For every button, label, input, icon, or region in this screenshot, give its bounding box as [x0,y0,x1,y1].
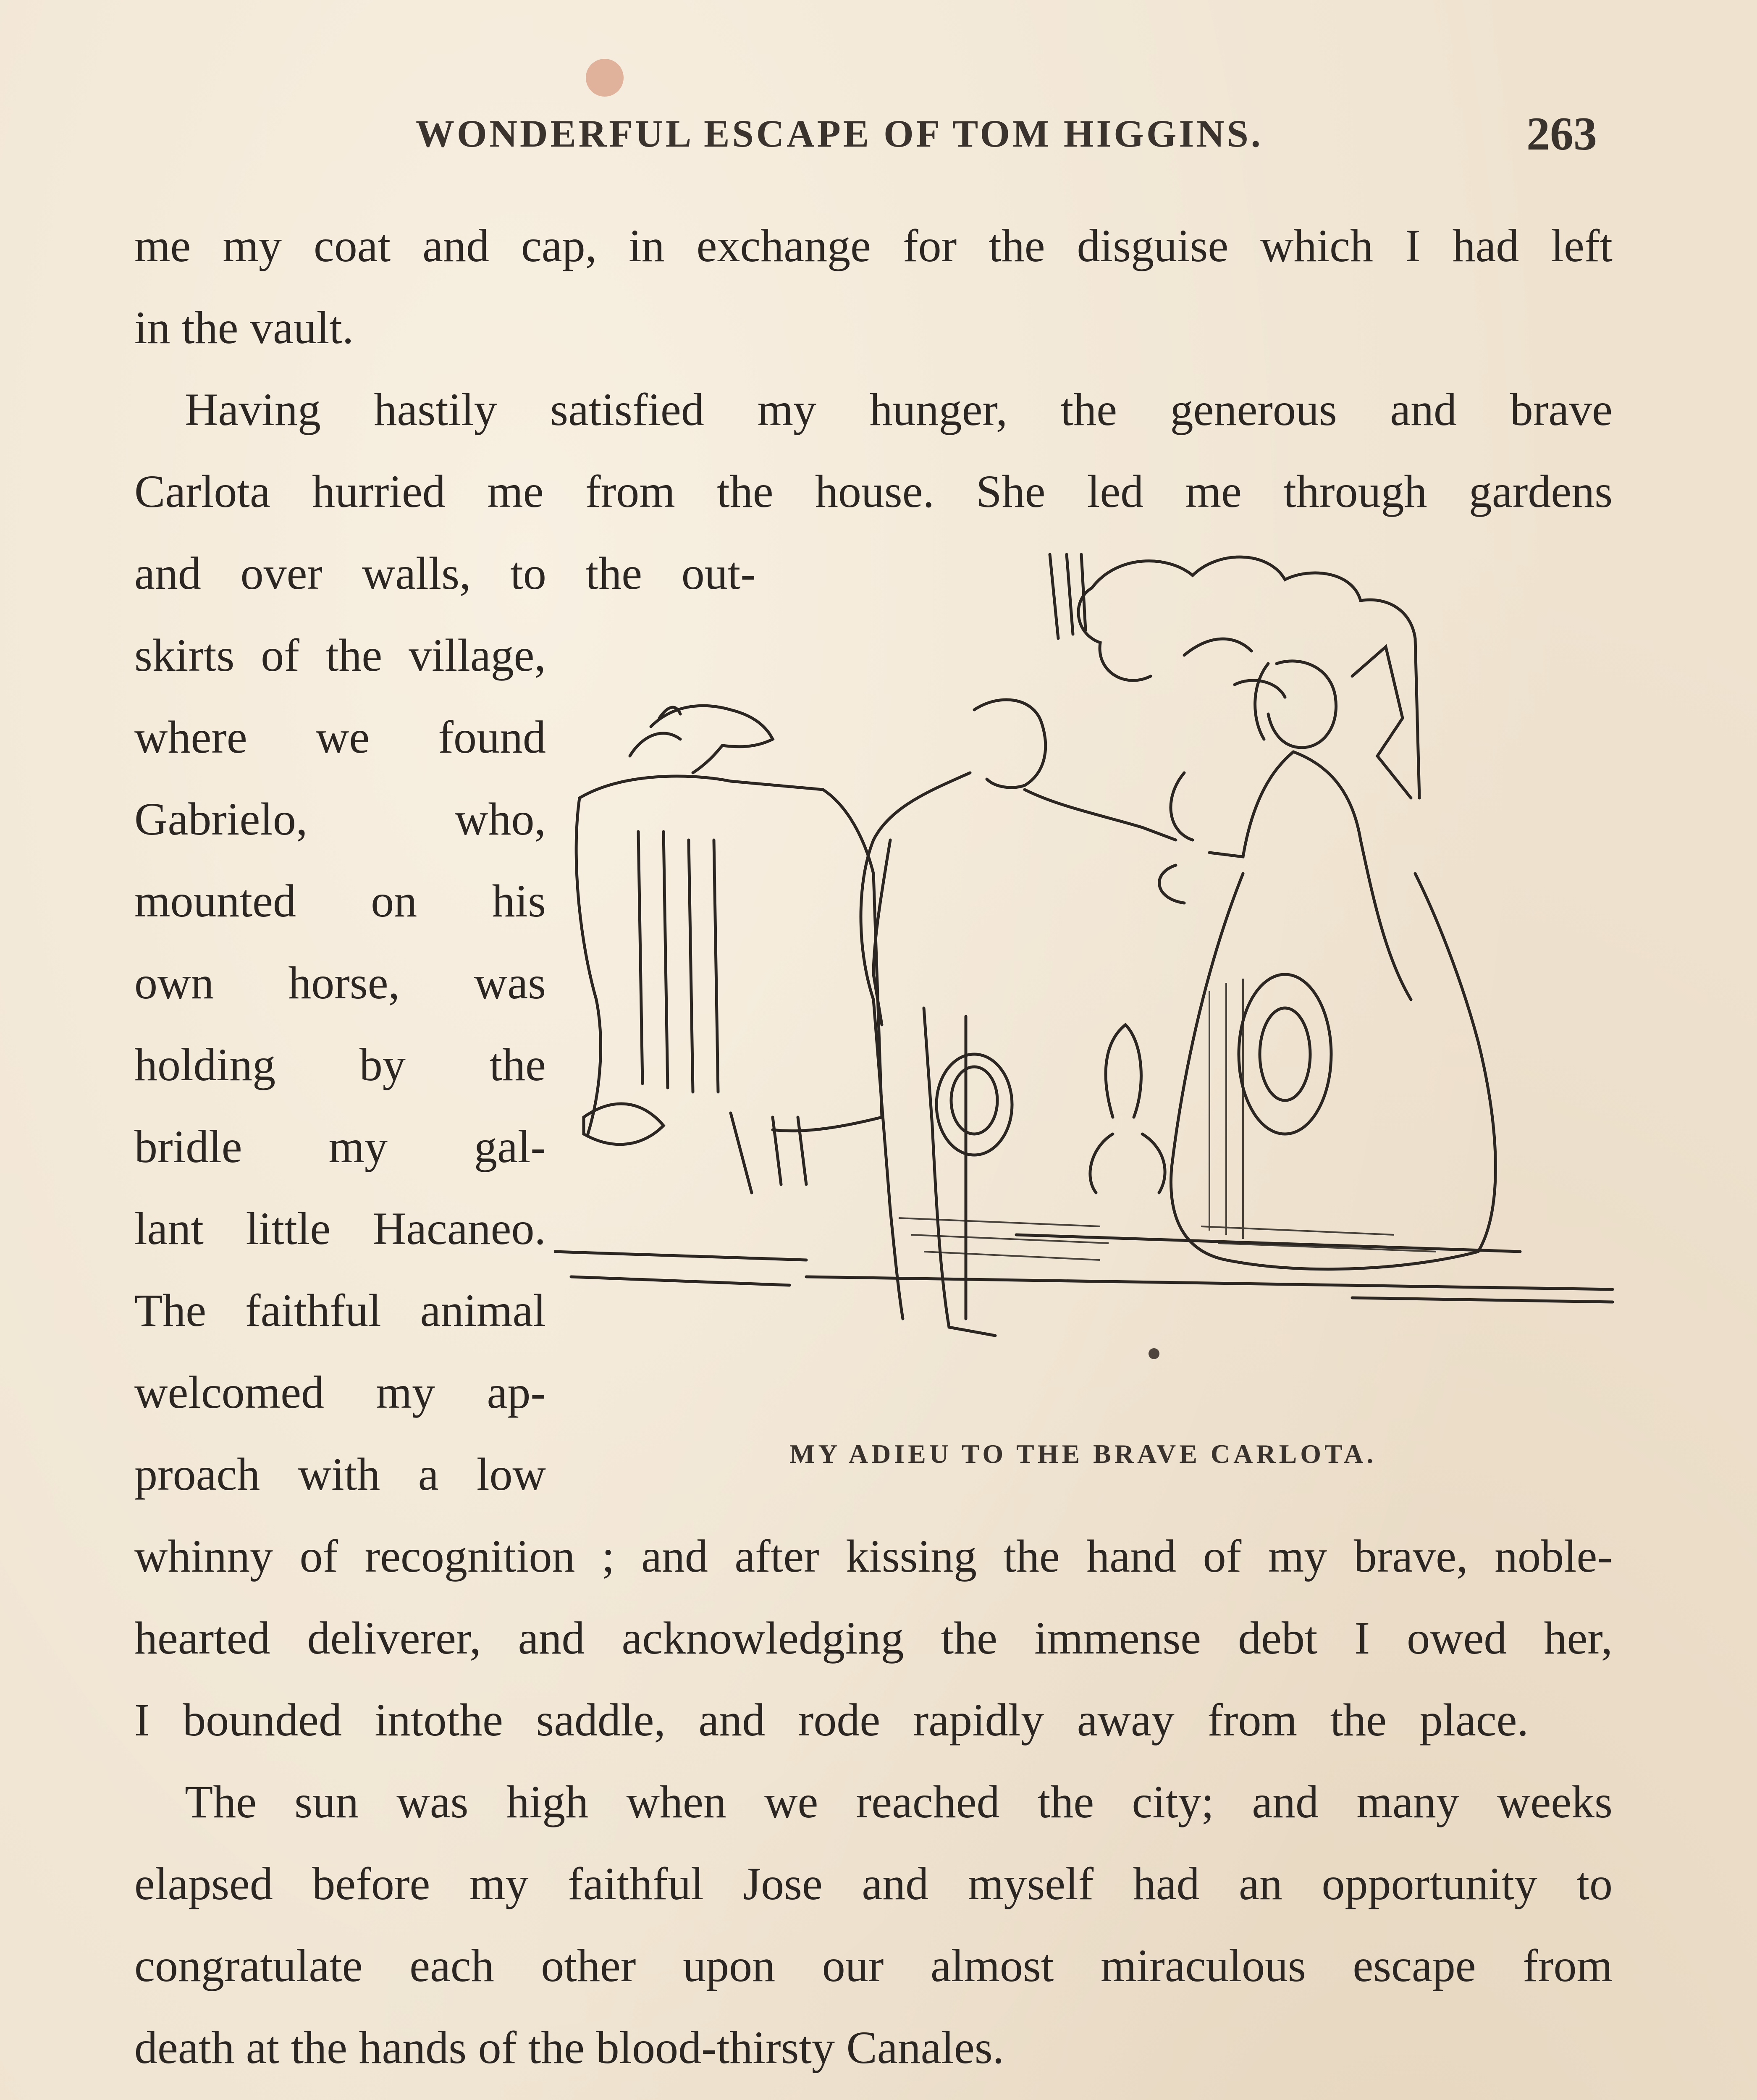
horse-body [580,776,882,1131]
text-line: lant little Hacaneo. [134,1203,546,1254]
text-line: me my coat and cap, in exchange for the disguise which I had left [134,220,1613,271]
horse-head [651,706,773,773]
text-line: elapsed before my faithful Jose and myself had an opportunity to [134,1858,1613,1909]
text-line: own horse, was [134,957,546,1008]
text-line: and over walls, to the out- [134,548,756,599]
text-line: in the vault. [134,302,354,353]
text-line: proach with a low [134,1449,546,1500]
text-line: Gabrielo, who, [134,793,546,845]
cloud-outline [1092,557,1419,798]
text-line: bridle my gal- [134,1121,546,1172]
text-line: mounted on his [134,875,546,927]
text-line: congratulate each other upon our almost miraculous escape from [134,1940,1613,1991]
text-line: where we found [134,711,546,763]
ink-stain [586,59,624,97]
text-line: hearted deliverer, and acknowledging the immense debt I owed her, [134,1612,1613,1664]
illustration-caption: MY ADIEU TO THE BRAVE CARLOTA. [789,1439,1377,1469]
text-line: welcomed my ap- [134,1367,546,1418]
text-line: The sun was high when we reached the city; and many weeks [185,1776,1613,1827]
page-number: 263 [1526,108,1597,160]
text-line: holding by the [134,1039,546,1090]
text-line: whinny of recognition ; and after kissing the hand of my brave, noble- [134,1530,1613,1582]
text-line: The faithful animal [134,1285,546,1336]
text-line: Carlota hurried me from the house. She led me through gardens [134,466,1613,517]
text-line: Having hastily satisfied my hunger, the generous and brave [185,384,1613,435]
illustration-farewell-scene [554,538,1621,1411]
text-line: skirts of the village, [134,630,546,681]
text-line: death at the hands of the blood-thirsty Canales. [134,2022,1004,2073]
man-figure [974,700,1046,788]
text-line: I bounded intothe saddle, and rode rapidly away from the place. [134,1694,1529,1746]
woman-figure [1268,661,1336,748]
running-head: WONDERFUL ESCAPE OF TOM HIGGINS. [416,112,1263,155]
